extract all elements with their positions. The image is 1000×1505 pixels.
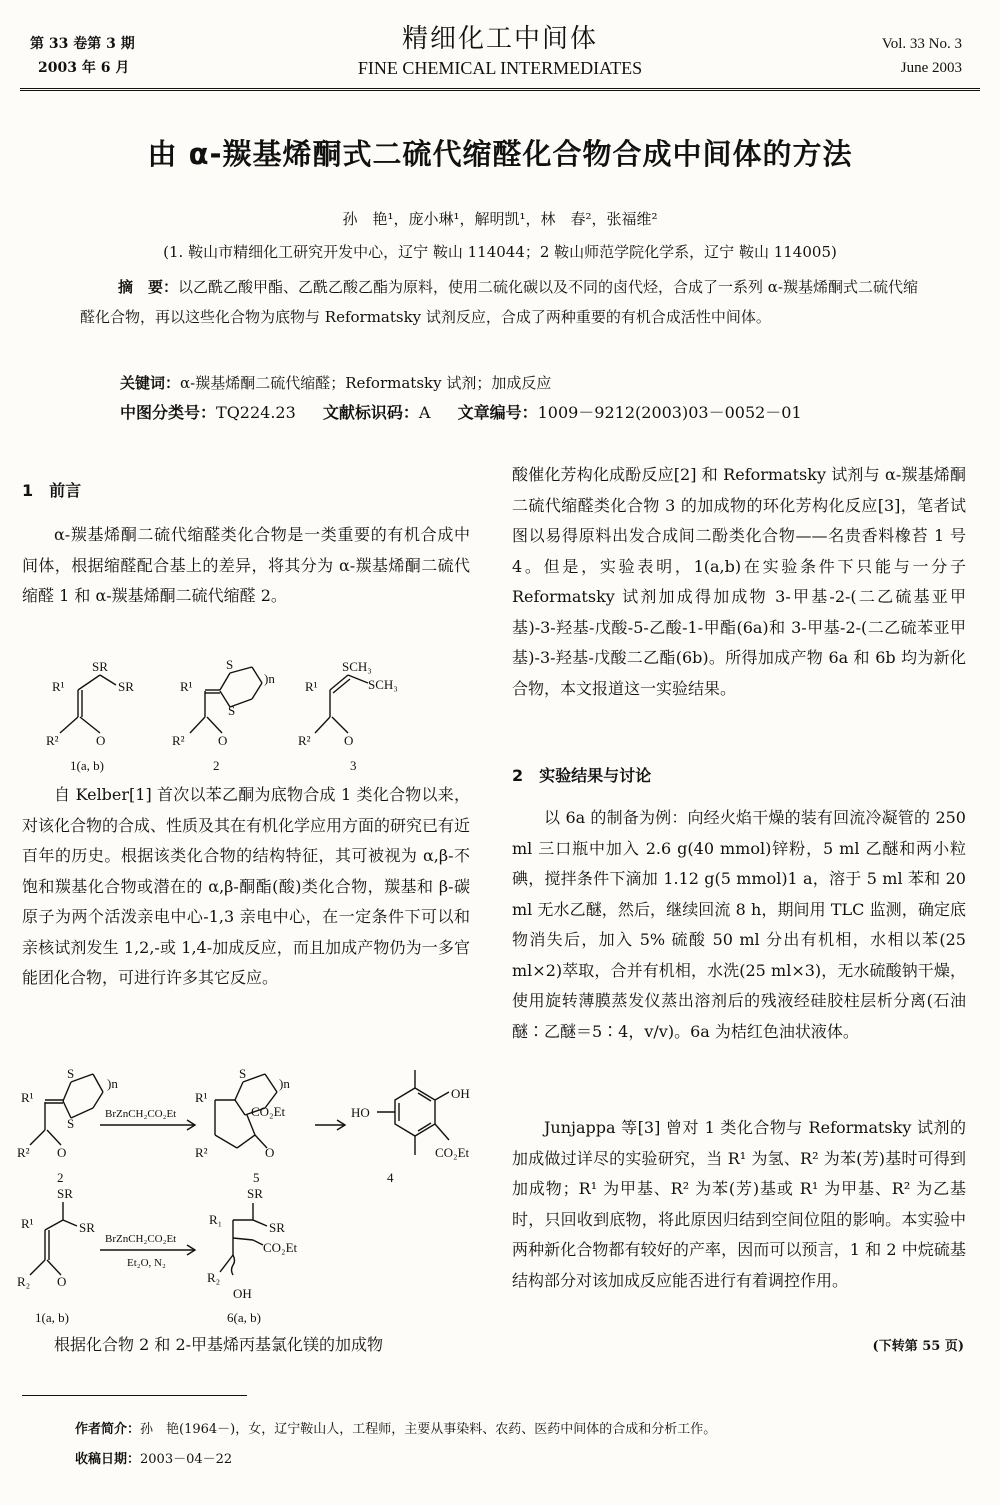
section-1-heading: 1 前言 [22, 481, 82, 500]
scheme2-s-bottom: S [67, 1116, 75, 1131]
scheme6-sr-top: SR [247, 1186, 263, 1201]
section-1-paragraph-3: 根据化合物 2 和 2-甲基烯丙基氯化镁的加成物 [54, 1335, 384, 1354]
classification-line [120, 398, 940, 428]
scheme5-r2: R² [195, 1145, 208, 1160]
received-label: 收稿日期： [75, 1452, 141, 1467]
scheme2-r1: R¹ [21, 1090, 34, 1105]
article-number-value: 1009－9212(2003)03－0052－01 [537, 403, 802, 422]
received-date: 2003－04－22 [140, 1452, 233, 1467]
keywords [120, 368, 920, 398]
scheme2-s-top: S [67, 1066, 75, 1081]
author-list: 孙 艳¹，庞小琳¹，解明凯¹，林 春²，张福维² [342, 210, 658, 228]
scheme-label-5: 5 [253, 1170, 260, 1185]
struct2-label: 2 [213, 758, 220, 773]
struct3-r2: R² [298, 733, 311, 748]
volume-cn: 第 33 卷第 3 期 [30, 36, 135, 52]
struct2-s-top: S [226, 657, 234, 672]
scheme-reagent-2: BrZnCH₂CO₂Et [105, 1233, 177, 1245]
section-2-paragraph-2: Junjappa 等[3] 曾对 1 类化合物与 Reformatsky 试剂的加成做过详尽的实验研究，当 R¹ 为氢、R² 为苯(芳)基时可得到加成物；R¹ 为甲基、R² 为苯(芳)基或 R¹ 为甲基、R² 为乙基时，只回收到底物，将此原因归结到空间位阻的影响。本实验中两种新化合物都有较好的产率，因而可以预言，1 和 2 中烷硫基结构部分对该加成反应能否进行有着调控作用。 [512, 1118, 966, 1290]
scheme-reagent-1: BrZnCH₂CO₂Et [105, 1108, 177, 1120]
struct3-label: 3 [350, 758, 357, 773]
continued-note: (下转第 55 页) [872, 1339, 964, 1354]
doc-code-value: A [418, 403, 431, 422]
doc-code-label: 文献标识码： [322, 403, 419, 422]
struct2-r1: R¹ [180, 679, 193, 694]
scheme4-co2et: CO₂Et [435, 1145, 470, 1160]
struct1-r1: R¹ [52, 679, 65, 694]
section-1-paragraph-2: 自 Kelber[1] 首次以苯乙酮为底物合成 1 类化合物以来，对该化合物的合成、性质及其在有机化学应用方面的研究已有近百年的历史。根据该类化合物的结构特征，其可被视为 α,β-不饱和羰基化合物或潜在的 α,β-酮酯(酸)类化合物，羰基和 β-碳原子为两个活泼亲电中心-1,3 亲电中心，在一定条件下可以和亲核试剂发生 1,2,-或 1,4-加成反应，而且加成产物仍为一多官能团化合物，可进行许多其它反应。 [22, 785, 471, 987]
author-bio: 孙 艳(1964－)，女，辽宁鞍山人，工程师，主要从事染料、农药、医药中间体的合成和分析工作。 [140, 1422, 717, 1437]
scheme-conditions: Et₂O, N₂ [127, 1257, 166, 1269]
struct1-label: 1(a, b) [70, 758, 104, 773]
issue-info-en [882, 32, 962, 80]
date-cn: 2003 年 6 月 [38, 60, 130, 76]
scheme-label-1: 1(a, b) [35, 1310, 69, 1325]
struct2-o: O [218, 733, 228, 748]
journal-title [0, 22, 1000, 80]
footnote [75, 1415, 716, 1475]
scheme2-r2: R² [17, 1145, 30, 1160]
scheme5-s-top: S [239, 1066, 247, 1081]
section-2-heading: 2 实验结果与讨论 [512, 766, 652, 785]
date-en: June 2003 [900, 60, 962, 76]
scheme2-o: O [57, 1145, 67, 1160]
scheme6-sr: SR [269, 1220, 285, 1235]
scheme5-o: O [265, 1145, 275, 1160]
keywords-text: α-羰基烯酮二硫代缩醛；Reformatsky 试剂；加成反应 [180, 374, 552, 392]
struct1-r2: R² [46, 733, 59, 748]
clc-label: 中图分类号： [120, 403, 217, 422]
scheme1-o: O [57, 1274, 67, 1289]
struct2-s-bottom: S [228, 703, 236, 718]
article-number-label: 文章编号： [457, 403, 538, 422]
scheme6-r1: R₁ [209, 1212, 223, 1227]
footnote-rule [22, 1395, 247, 1396]
scheme6-r2: R₂ [207, 1270, 221, 1285]
struct3-sch3-top: SCH₃ [342, 659, 372, 674]
clc-value: TQ224.23 [216, 403, 296, 422]
abstract-label: 摘 要： [118, 278, 179, 296]
scheme6-co2et: CO₂Et [263, 1240, 298, 1255]
scheme1-r2: R₂ [17, 1274, 31, 1289]
scheme6-oh: OH [233, 1286, 252, 1301]
scheme5-r1: R¹ [195, 1090, 208, 1105]
struct1-sr-top: SR [92, 659, 108, 674]
scheme4-oh: OH [451, 1086, 470, 1101]
journal-name-en: FINE CHEMICAL INTERMEDIATES [357, 58, 643, 78]
scheme2-n: )n [107, 1076, 118, 1091]
scheme-label-6: 6(a, b) [227, 1310, 261, 1325]
journal-name-cn: 精细化工中间体 [401, 24, 598, 54]
abstract-text: 以乙酰乙酸甲酯、乙酰乙酸乙酯为原料，使用二硫化碳以及不同的卤代烃，合成了一系列 α-羰基烯酮式二硫代缩醛化合物，再以这些化合物为底物与 Reformatsky 试剂反应，合成了两种重要的有机合成活性中间体。 [80, 278, 918, 326]
header-rule [20, 88, 980, 91]
struct3-o: O [344, 733, 354, 748]
scheme4-ho: HO [351, 1105, 370, 1120]
struct2-r2: R² [172, 733, 185, 748]
scheme1-sr: SR [79, 1220, 95, 1235]
scheme1-sr-top: SR [57, 1186, 73, 1201]
keywords-label: 关键词： [120, 374, 181, 392]
right-paragraph-1: 酸催化芳构化成酚反应[2] 和 Reformatsky 试剂与 α-羰基烯酮二硫代缩醛类化合物 3 的加成物的环化芳构化反应[3]，笔者试图以易得原料出发合成间二酚类化合物——名贵香料橡苔 1 号 4。但是，实验表明，1(a,b)在实验条件下只能与一分子 Reformatsky 试剂加成得加成物 3-甲基-2-(二乙硫基亚甲基)-3-羟基-戊酸-5-乙酸-1-甲酯(6a)和 3-甲基-2-(二乙硫苯亚甲基)-3-羟基-戊酸二乙酯(6b)。所得加成产物 6a 和 6b 均为新化合物，本文报道这一实验结果。 [512, 465, 966, 698]
struct1-sr: SR [118, 679, 134, 694]
article-title: 由 α-羰基烯酮式二硫代缩醛化合物合成中间体的方法 [147, 137, 853, 171]
volume-en: Vol. 33 No. 3 [881, 36, 962, 52]
section-1-paragraph-1: α-羰基烯酮二硫代缩醛类化合物是一类重要的有机合成中间体，根据缩醛配合基上的差异，将其分为 α-羰基烯酮二硫代缩醛 1 和 α-羰基烯酮二硫代缩醛 2。 [22, 525, 470, 605]
struct3-sch3: SCH₃ [368, 677, 398, 692]
affiliation: (1. 鞍山市精细化工研究开发中心，辽宁 鞍山 114044；2 鞍山师范学院化学系，辽宁 鞍山 114005) [163, 243, 837, 261]
scheme1-r1: R¹ [21, 1216, 34, 1231]
struct2-n: )n [264, 671, 275, 686]
reaction-scheme [15, 1060, 485, 1330]
scheme5-n: )n [279, 1076, 290, 1091]
struct3-r1: R¹ [305, 679, 318, 694]
abstract [80, 272, 920, 332]
author-bio-label: 作者简介： [75, 1422, 141, 1437]
scheme5-co2et: CO₂Et [251, 1104, 286, 1119]
structures-1-2-3 [30, 655, 450, 780]
struct1-o: O [96, 733, 106, 748]
scheme-label-4: 4 [387, 1170, 394, 1185]
scheme-label-2: 2 [57, 1170, 64, 1185]
section-2-paragraph-1: 以 6a 的制备为例：向经火焰干燥的装有回流冷凝管的 250 ml 三口瓶中加入 2.6 g(40 mmol)锌粉，5 ml 乙醚和两小粒碘，搅拌条件下滴加 1.12 g(5 mmol)1 a，溶于 5 ml 苯和 20 ml 无水乙醚，然后，继续回流 8 h，期间用 TLC 监测，确定底物消失后，加入 5% 硫酸 50 ml 分出有机相，水相以苯(25 ml×2)萃取，合并有机相，水洗(25 ml×3)，无水硫酸钠干燥，使用旋转薄膜蒸发仪蒸出溶剂后的残液经硅胶柱层析分离(石油醚∶乙醚＝5∶4，v/v)。6a 为桔红色油状液体。 [512, 808, 966, 1041]
